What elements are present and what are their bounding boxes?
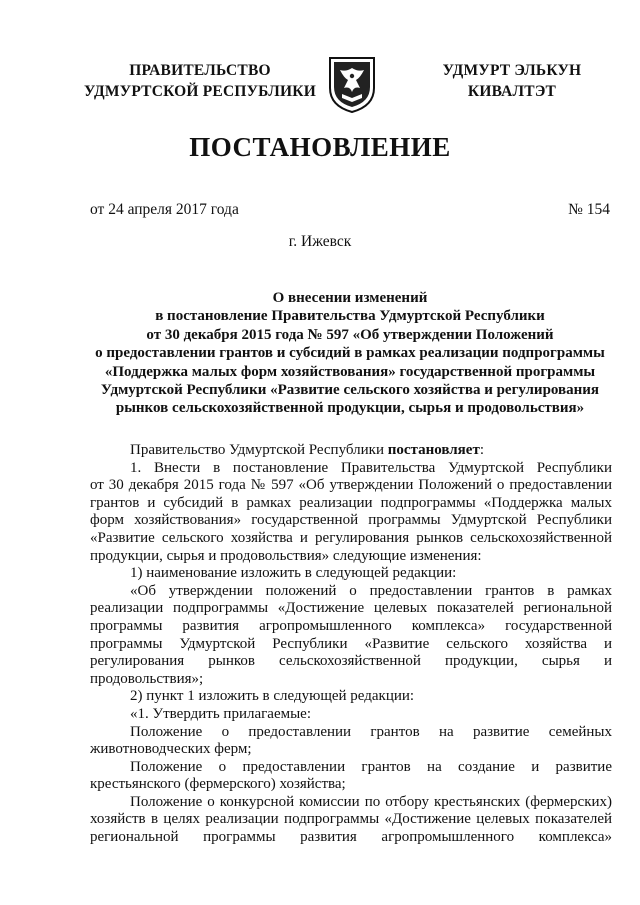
subject-line: о предоставлении грантов и субсидий в рамках реализации подпрограммы xyxy=(95,345,605,362)
body-line: животноводческих ферм; xyxy=(90,741,252,758)
subject-line: от 30 декабря 2015 года № 597 «Об утверждении Положений xyxy=(146,326,554,343)
intro-keyword: постановляет xyxy=(387,442,480,458)
body-line: программы развития агропромышленного комплекса» государственной xyxy=(90,617,612,634)
document-date: от 24 апреля 2017 года xyxy=(90,201,239,218)
body-line: региональной программы развития агропромышленного комплекса» xyxy=(90,829,612,846)
body-line-start: продукции, сырья и продовольствия» xyxy=(90,547,330,564)
body-line xyxy=(90,548,612,566)
intro-text: Правительство Удмуртской Республики xyxy=(130,442,388,458)
document-number: № 154 xyxy=(568,201,610,218)
issuer-name-udmurt xyxy=(412,60,612,102)
body-line: 1) наименование изложить в следующей редакции: xyxy=(130,565,457,582)
body-line: грантов и субсидий в рамках реализации подпрограммы «Поддержка малых xyxy=(90,494,612,511)
intro-paragraph xyxy=(90,442,612,460)
body-line: «1. Утвердить прилагаемые: xyxy=(130,705,311,722)
body-line: реализации подпрограммы «Достижение целевых показателей региональной xyxy=(90,600,612,617)
document-type-title: ПОСТАНОВЛЕНИЕ xyxy=(189,132,451,162)
subject-line: в постановление Правительства Удмуртской Республики xyxy=(155,308,545,325)
body-line: Положение о предоставлении грантов на развитие семейных xyxy=(130,723,612,740)
document-city: г. Ижевск xyxy=(288,233,352,250)
body-line: «Об утверждении положений о предоставлении грантов в рамках xyxy=(130,582,612,599)
udmurt-coat-of-arms-icon xyxy=(326,54,378,114)
issuer-name-russian xyxy=(80,60,320,102)
intro-colon: : xyxy=(479,442,484,458)
body-line: регулирования рынков сельскохозяйственной продукции, сырья и xyxy=(90,653,612,670)
subject-line: Удмуртской Республики «Развитие сельского хозяйства и регулирования xyxy=(100,382,600,399)
issuer-line-2: УДМУРТСКОЙ РЕСПУБЛИКИ xyxy=(84,83,316,100)
body-line-end: следующие изменения: xyxy=(329,547,482,564)
subject-line: О внесении изменений xyxy=(272,290,428,306)
body-line: хозяйств в целях реализации подпрограммы «Достижение целевых показателей xyxy=(90,811,612,828)
subject-line: рынков сельскохозяйственной продукции, сырья и продовольствия» xyxy=(115,400,585,417)
body-line: Положение о конкурсной комиссии по отбору крестьянских (фермерских) xyxy=(130,793,612,810)
body-line: 1. Внести в постановление Правительства Удмуртской Республики xyxy=(130,459,612,476)
body-line: от 30 декабря 2015 года № 597 «Об утверждении Положений о предоставлении xyxy=(90,477,612,494)
body-line: продовольствия»; xyxy=(90,670,204,687)
body-line: Положение о предоставлении грантов на создание и развитие xyxy=(130,758,612,775)
body-line: программы Удмуртской Республики «Развитие сельского хозяйства и xyxy=(90,635,612,652)
issuer-line-1: ПРАВИТЕЛЬСТВО xyxy=(129,62,271,79)
issuer-udmurt-line-2: КИВАЛТЭТ xyxy=(467,83,557,100)
document-body xyxy=(90,442,612,847)
document-subject xyxy=(70,289,630,418)
body-line: крестьянского (фермерского) хозяйства; xyxy=(90,776,346,793)
body-line: 2) пункт 1 изложить в следующей редакции: xyxy=(130,688,415,705)
body-line: форм хозяйствования» государственной программы Удмуртской Республики xyxy=(90,512,612,529)
issuer-udmurt-line-1: УДМУРТ ЭЛЬКУН xyxy=(442,62,582,79)
subject-line: «Поддержка малых форм хозяйствования» государственной программы xyxy=(104,363,596,380)
body-line: «Развитие сельского хозяйства и регулирования рынков сельскохозяйственной xyxy=(90,529,612,546)
